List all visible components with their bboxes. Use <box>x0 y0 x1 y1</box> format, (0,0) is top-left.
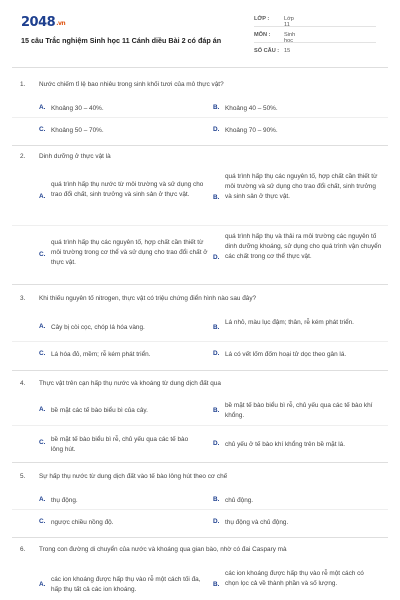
option-text: quá trình hấp thụ nước từ môi trường và sử dụng cho trao đổi chất, sinh trưởng và sinh sản ở thực vật. <box>51 181 204 199</box>
question-stem: Thực vật trên cạn hấp thụ nước và khoáng từ dung dịch đất qua <box>39 380 221 387</box>
option-text: Khoảng 70 – 90%. <box>225 127 278 134</box>
option-letter: A. <box>39 323 46 330</box>
option-letter: B. <box>213 407 220 414</box>
option-text: thụ động và chủ động. <box>225 519 289 526</box>
option-text: chủ động. <box>225 497 254 504</box>
question-number: 4. <box>20 380 26 387</box>
question-divider <box>12 145 388 146</box>
option-text: bề mặt các tế bào biểu bì của cây. <box>51 407 148 414</box>
option-letter: D. <box>213 254 220 261</box>
option-text: Cây bị còi cọc, chóp lá hóa vàng. <box>51 324 145 331</box>
option-text: Lá có vết lốm đốm hoại tử dọc theo gân lá. <box>225 351 347 358</box>
option-text: Lá hóa đỏ, mềm; rễ kém phát triển. <box>51 351 151 358</box>
option-letter: A. <box>39 193 46 200</box>
question-number: 3. <box>20 295 26 302</box>
meta-grade-label: LỚP : <box>254 16 270 22</box>
option-letter: B. <box>213 324 220 331</box>
option-letter: A. <box>39 581 46 588</box>
logo-suffix: .vn <box>56 20 66 27</box>
meta-subject-value: Sinh học <box>284 32 296 44</box>
option-letter: C. <box>39 439 46 446</box>
question-stem: Nước chiếm tỉ lệ bao nhiêu trong sinh khối tươi của mô thực vật? <box>39 81 224 88</box>
logo-main: 2048 <box>21 15 56 30</box>
option-text: Khoảng 40 – 50%. <box>225 105 278 112</box>
option-letter: D. <box>213 126 220 133</box>
question-number: 1. <box>20 81 26 88</box>
option-letter: C. <box>39 126 46 133</box>
option-text: ngược chiều nồng độ. <box>51 519 114 526</box>
option-letter: D. <box>213 518 220 525</box>
question-divider <box>12 370 388 371</box>
question-stem: Trong con đường di chuyển của nước và khoáng qua gian bào, nhờ có đai Caspary mà <box>39 546 287 553</box>
row-divider <box>12 117 388 118</box>
meta-divider <box>254 26 376 27</box>
option-letter: C. <box>39 518 46 525</box>
question-number: 6. <box>20 546 26 553</box>
question-number: 5. <box>20 473 26 480</box>
site-logo[interactable] <box>21 15 65 30</box>
option-text: bề mặt tế bào biểu bì rễ, chủ yếu qua các tế bào khí khổng. <box>225 402 373 420</box>
question-stem: Khi thiếu nguyên tố nitrogen, thực vật có triệu chứng điển hình nào sau đây? <box>39 295 257 302</box>
meta-count-value: 15 <box>284 48 291 54</box>
question-divider <box>12 284 388 285</box>
option-text: thụ động. <box>51 497 78 504</box>
question-divider <box>12 537 388 538</box>
option-letter: B. <box>213 581 220 588</box>
row-divider <box>12 341 388 342</box>
option-letter: D. <box>213 350 220 357</box>
question-stem: Sự hấp thụ nước từ dung dịch đất vào tế bào lông hút theo cơ chế <box>39 473 228 480</box>
option-letter: B. <box>213 104 220 111</box>
header-divider <box>12 67 388 68</box>
question-stem: Dinh dưỡng ở thực vật là <box>39 153 111 160</box>
option-letter: D. <box>213 440 220 447</box>
document-title: 15 câu Trắc nghiệm Sinh học 11 Cánh diều Bài 2 có đáp án <box>21 36 222 45</box>
option-letter: C. <box>39 251 46 258</box>
row-divider <box>12 425 388 426</box>
row-divider <box>12 509 388 510</box>
question-divider <box>12 462 388 463</box>
meta-grade-value: Lớp 11 <box>284 16 294 28</box>
option-text: các ion khoáng được hấp thụ vào rễ một cách tối đa, hấp thụ tất cả các ion khoáng. <box>51 576 201 594</box>
meta-subject-label: MÔN : <box>254 32 271 38</box>
question-number: 2. <box>20 153 26 160</box>
option-text: chủ yếu ở tế bào khí khổng trên bề mặt lá. <box>225 441 346 448</box>
option-text: Khoảng 30 – 40%. <box>51 105 104 112</box>
option-letter: B. <box>213 496 220 503</box>
option-letter: A. <box>39 104 46 111</box>
option-text: Lá nhỏ, màu lục đậm; thân, rễ kém phát triển. <box>225 319 354 326</box>
option-text: bề mặt tế bào biểu bì rễ, chủ yếu qua các tế bào lông hút. <box>51 436 189 454</box>
meta-divider <box>254 42 376 43</box>
row-divider <box>12 225 388 226</box>
option-letter: B. <box>213 194 220 201</box>
option-text: các ion khoáng được hấp thụ vào rễ một cách có chọn lọc cả về thành phần và số lượng. <box>225 570 364 588</box>
option-text: quá trình hấp thụ và thải ra môi trường các nguyên tố dinh dưỡng khoáng, sử dụng cho quá trình vận chuyển các chất trong cơ thể thực vật. <box>225 233 382 261</box>
option-letter: A. <box>39 406 46 413</box>
option-text: quá trình hấp thụ các nguyên tố, hợp chất cần thiết từ môi trường trong cơ thể và sử dụng cho trao đổi chất ở thực vật. <box>51 239 208 267</box>
option-letter: A. <box>39 496 46 503</box>
meta-count-label: SỐ CÂU : <box>254 48 280 54</box>
option-text: Khoảng 50 – 70%. <box>51 127 104 134</box>
option-text: quá trình hấp thụ các nguyên tố, hợp chất cần thiết từ môi trường và sử dụng cho trao đổi chất, sinh trưởng và sinh sản ở thực vật. <box>225 173 378 201</box>
option-letter: C. <box>39 350 46 357</box>
document-header <box>0 0 400 64</box>
